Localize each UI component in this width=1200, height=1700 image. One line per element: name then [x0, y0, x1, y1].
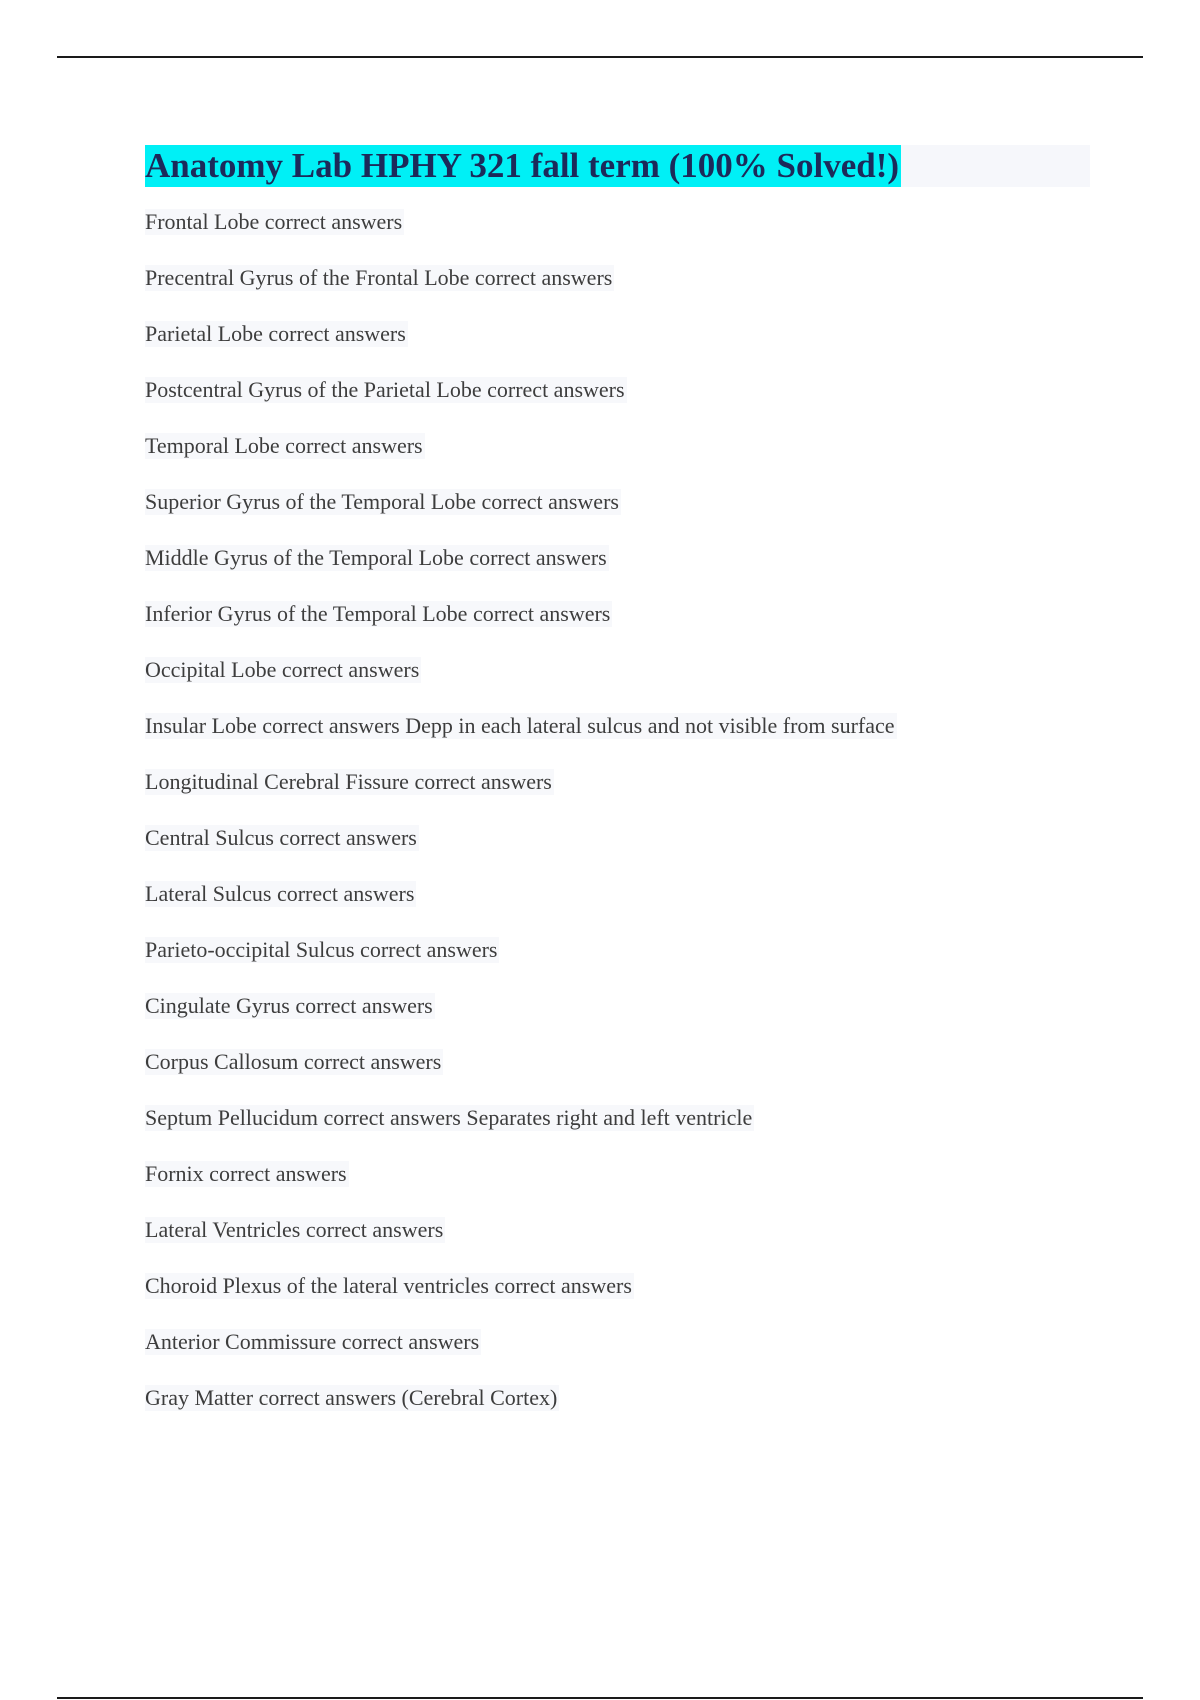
list-item: [145, 209, 1090, 265]
top-rule: [57, 56, 1143, 58]
list-item: [145, 601, 1090, 657]
entry-text: Central Sulcus correct answers: [145, 825, 417, 850]
list-item: [145, 1329, 1090, 1385]
entry-text: Inferior Gyrus of the Temporal Lobe correct answers: [145, 601, 611, 626]
list-item: [145, 1161, 1090, 1217]
bottom-rule: [57, 1697, 1143, 1699]
list-item: [145, 825, 1090, 881]
entry-text: Postcentral Gyrus of the Parietal Lobe correct answers: [145, 377, 625, 402]
list-item: [145, 713, 1090, 769]
list-item: [145, 1273, 1090, 1329]
list-item: [145, 881, 1090, 937]
entry-text: Corpus Callosum correct answers: [145, 1049, 442, 1074]
entry-text: Occipital Lobe correct answers: [145, 657, 420, 682]
list-item: [145, 489, 1090, 545]
entry-list: [145, 209, 1090, 1441]
list-item: [145, 1217, 1090, 1273]
document-body: [145, 145, 1090, 1410]
list-item: [145, 545, 1090, 601]
list-item: [145, 937, 1090, 993]
entry-text: Cingulate Gyrus correct answers: [145, 993, 433, 1018]
entry-text: Anterior Commissure correct answers: [145, 1329, 480, 1354]
entry-text: Frontal Lobe correct answers: [145, 209, 403, 234]
entry-text: Fornix correct answers: [145, 1161, 347, 1186]
list-item: [145, 657, 1090, 713]
entry-text: Middle Gyrus of the Temporal Lobe correct answers: [145, 545, 607, 570]
entry-text: Gray Matter correct answers (Cerebral Cortex): [145, 1385, 558, 1410]
entry-text: Choroid Plexus of the lateral ventricles correct answers: [145, 1273, 632, 1298]
entry-text: Septum Pellucidum correct answers Separates right and left ventricle: [145, 1105, 753, 1130]
list-item: [145, 993, 1090, 1049]
entry-text: Parieto-occipital Sulcus correct answers: [145, 937, 498, 962]
list-item: [145, 265, 1090, 321]
entry-text: Lateral Sulcus correct answers: [145, 881, 415, 906]
entry-text: Superior Gyrus of the Temporal Lobe correct answers: [145, 489, 619, 514]
list-item: [145, 321, 1090, 377]
list-item: [145, 1049, 1090, 1105]
entry-text: Longitudinal Cerebral Fissure correct answers: [145, 769, 552, 794]
entry-text: Parietal Lobe correct answers: [145, 321, 406, 346]
entry-text: Lateral Ventricles correct answers: [145, 1217, 444, 1242]
list-item: [145, 1105, 1090, 1161]
entry-text: Temporal Lobe correct answers: [145, 433, 423, 458]
list-item: [145, 433, 1090, 489]
list-item: [145, 377, 1090, 433]
list-item: [145, 1385, 1090, 1441]
entry-text: Precentral Gyrus of the Frontal Lobe correct answers: [145, 265, 613, 290]
title-row: [145, 145, 1090, 187]
entry-text: Insular Lobe correct answers Depp in each lateral sulcus and not visible from surface: [145, 713, 895, 738]
document-title: Anatomy Lab HPHY 321 fall term (100% Solved!): [145, 146, 900, 185]
list-item: [145, 769, 1090, 825]
